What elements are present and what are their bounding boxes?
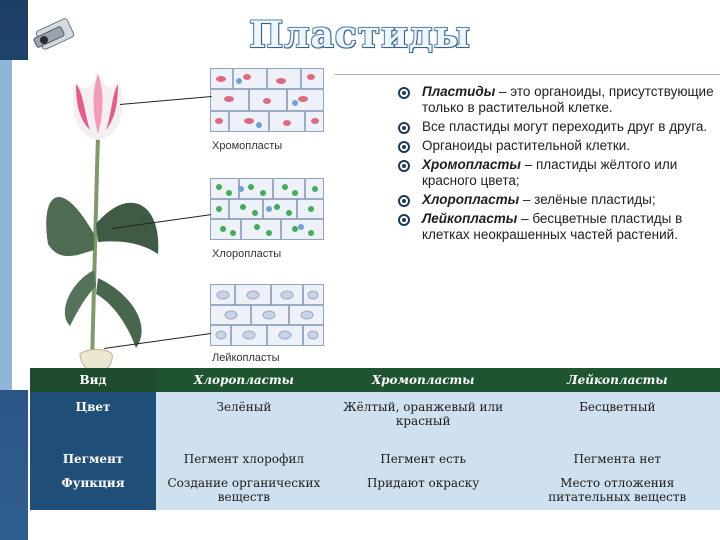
row-label: Пегмент [30, 448, 156, 472]
table-cell: Жёлтый, оранжевый или красный [332, 392, 515, 448]
term: Лейкопласты [422, 211, 518, 226]
table-row [30, 448, 720, 472]
table-cell: Пегмента нет [515, 448, 720, 472]
definition: – зелёные пластиды; [519, 192, 656, 207]
chloroplast-label: Хлоропласты [212, 248, 282, 260]
definition: Все пластиды могут переходить друг в друга. [422, 119, 708, 134]
list-item [398, 157, 720, 189]
left-decor-stripe [0, 60, 12, 390]
chromoplast-cells-image [210, 68, 324, 132]
table-row [30, 472, 720, 510]
ring-bullet-icon [398, 122, 410, 134]
list-item [398, 84, 720, 116]
chromoplast-label: Хромопласты [212, 140, 283, 152]
ring-bullet-icon [398, 87, 410, 99]
header-cell-chromoplasts: Хромопласты [332, 368, 515, 392]
definition: – бесцветные пластиды в клетках неокрашенных частей растений. [422, 211, 683, 242]
ring-bullet-icon [398, 214, 410, 226]
table-cell: Придают окраску [332, 472, 515, 510]
list-item [398, 211, 720, 243]
chloroplast-cells-image [210, 178, 324, 240]
table-cell: Пегмент есть [332, 448, 515, 472]
row-label: Функция [30, 472, 156, 510]
table-cell: Зелёный [156, 392, 332, 448]
term: Хлоропласты [422, 192, 520, 207]
table-header-row [30, 368, 720, 392]
plastid-comparison-table [30, 368, 720, 510]
list-item [398, 119, 720, 135]
title-divider [335, 74, 720, 75]
term: Пластиды [422, 84, 496, 99]
header-cell-type: Вид [30, 368, 156, 392]
list-item [398, 138, 720, 154]
header-cell-chloroplasts: Хлоропласты [156, 368, 332, 392]
leucoplast-label: Лейкопласты [212, 352, 280, 364]
row-label: Цвет [30, 392, 156, 448]
definition: – пластиды жёлтого или красного цвета; [422, 157, 678, 188]
definition: Органоиды растительной клетки. [422, 138, 631, 153]
definition: – это органоиды, присутствующие только в растительной клетке. [422, 84, 714, 115]
ring-bullet-icon [398, 141, 410, 153]
tulip-illustration [40, 64, 170, 376]
table-cell: Пегмент хлорофил [156, 448, 332, 472]
table-cell: Бесцветный [515, 392, 720, 448]
term: Хромопласты [422, 157, 521, 172]
ring-bullet-icon [398, 195, 410, 207]
table-row [30, 392, 720, 448]
header-cell-leucoplasts: Лейкопласты [515, 368, 720, 392]
table-cell: Создание органических веществ [156, 472, 332, 510]
table-cell: Место отложения питательных веществ [515, 472, 720, 510]
plastid-facts-list [398, 84, 720, 246]
leucoplast-cells-image [210, 284, 324, 346]
list-item [398, 192, 720, 208]
page-title: Пластиды [249, 14, 471, 56]
ring-bullet-icon [398, 160, 410, 172]
